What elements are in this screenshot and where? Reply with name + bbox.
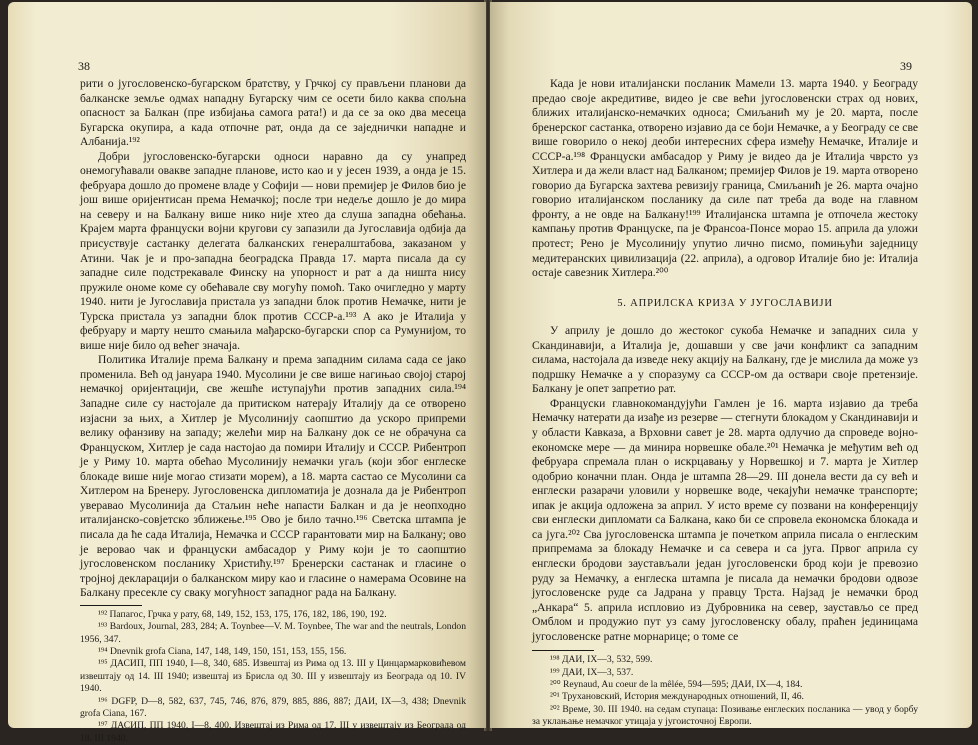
paragraph: Добри југословенско-бугарски односи наравно да су унапред онемогућавали овакве западне планове, исто као и у јесен 1939, а онда је 15. фебруара дошло до промене владе у Софији — нови премијер је Филов био је још више оријентисан према Немачкој; после три недеље дошло је до мира на северу и на Балкану више нико није хтео да слуша западна обећања. Крајем марта француски војни кругови су запазили да Југославија одбија да присуствује састанку делегата балканских генералштабова, заказаном у Атини. Чак је и про-западна београдска Правда 17. марта писала да су западне силе подстрекавале Финску на упорност и рат а да ништа нису пружиле ономе коме су обећавале сву могућу помоћ. Тако очигледно у марту 1940. нити је Југославија пристала уз западни блок против Немачке, нити је Турска пристала уз западни блок против СССР-а.¹⁹³ А ако је Италија у фебруару и марту нешто смањила мађарско-бугарски спор са Румунијом, то више није било од већег значаја. — [80, 149, 466, 352]
page-body — [80, 77, 466, 745]
paragraph: У априлу је дошло до жестоког сукоба Немачке и западних сила у Скандинавији, а Италија је, дошавши у све јачи конфликт са западним силама, настојала да изведе неку акцију на Балкану, где је мислила да може уз подршку Немачке а у споразуму са СССР-ом да оствари своје претензије. Балкану је опет запретио рат. — [532, 324, 918, 396]
right-page — [490, 2, 972, 728]
footnote-rule — [80, 605, 142, 606]
footnotes — [532, 654, 918, 728]
footnote: ²⁰¹ Трухановский, История международных отношений, II, 46. — [550, 691, 804, 703]
paragraph: рити о југословенско-бугарском братству, у Грчкој су прављени планови да балканске земље одмах нападну Бугарску чим се осети било каква спољна опасност за Балкан (пре избијања самога рата!) и да се за око два месеца Бугарска окупира, а када отпочне рат, онда да се заједнички нападне и Албанија.¹⁹² — [80, 77, 466, 149]
left-page — [8, 2, 486, 744]
paragraph: Француски главнокомандујући Гамлен је 16. марта изјавио да треба Немачку натерати да изађе из резерве — стегнути блокадом у Скандинавији и у области Кавказа, а Врховни савет је 28. марта одлучио да спроведе војно-економске мере — да минира норвешке обале.²⁰¹ Немачка је међутим већ од фебруара спремала план о искрцавању у Норвешкој и 7. марта је Хитлер одобрио коначни план. Онда је штампа 28—29. III донела вести да су већ и енглески разарачи уловили у норвешке воде, чекајући немачке транспорте; ипак је акција одложена за април. У исто време су позвани на конференцију сви енглески дипломати са Балкана, како би се спровела економска блокада и са југа.²⁰² Сва југословенска штампа је почетком априла писала о енглеским припремама за блокаду Немачке и са севера и са југа. Првог априла су енглески бродови заустављали један југословенски брод који је превозио руду за Немачку, а енглеска штампа је писала да немачки бродови одвозе југословенске руде са Јадрана у правцу Трста. Најзад је немачки брод „Анкара“ 5. априла испловио из Дубровника на север, заустављо се пред Омблом и продужио пут уз саму југословенску обалу, праћен јединицама југословенске ратне морнарице; о томе се — [532, 396, 918, 643]
page-body — [532, 77, 918, 729]
footnotes — [80, 609, 466, 745]
paragraph: Политика Италије према Балкану и према западним силама сада се јако променила. Већ од јануара 1940. Мусолини је све више нагињао својој старој немачкој оријентацији, све жешће иступајући против западних сила.¹⁹⁴ Западне силе су настојале да притиском натерају Италију да се отворено изјасни за њих, а Хитлер је Мусолинију саопштио да ускоро припреми велику офанзиву на западу; желећи мир на Балкану док се не обрачуна са Француском, Хитлер је сада настојао да помири Италију и СССР. Рибентроп је у Риму 10. марта обећао Мусолинију немачки угаљ (који због енглеске блокаде више није могао стизати морем), а 18. марта састао се Мусолини са Хитлером на Бренеру. Југословенска дипломатија је дознала да је Рибентроп уверавао Мусолинија да Стаљин неће напасти Балкан и да је неопходно италијанско-совјетско зближење.¹⁹⁵ Ово је било тачно.¹⁹⁶ Светска штампа је писала да ће сада Италија, Немачка и СССР гарантовати мир на Балкану; ово је веровао чак и француски амбасадор у Риму који је то саопштио југословенском посланику Христићу.¹⁹⁷ Бренерски састанак и гласине о тројној декларацији о балканском миру као и гласине о намерама Осовине на Балкану пресекле су сваку могућност западног рада на Балкану. — [80, 353, 466, 600]
paragraph: Када је нови италијански посланик Мамели 13. марта 1940. у Београду предао своје акредитиве, видео је све већи југословенски страх од нових, ближих италијанско-немачких односа; Смиљанић му је 20. марта, после бренерског састанка, отворено изјавио да се боји Немачке, а у Београду се све више говорило о некој деоби интересних сфера између Немачке, Италије и СССР-а.¹⁹⁸ Француски амбасадор у Риму је видео да је Италија чврсто уз Хитлера и да жели власт над Балканом; премијер Филов је 19. марта отворено говорио да Бугарска захтева ревизију граница, Смиљанић је 26. марта очајно говорио италијанском посланику да силе пат треба да воде на главном фронту, а не овде на Балкану!¹⁹⁹ Италијанска штампа је отпочела жестоку кампању против Француске, па је Франсоа-Понсе морао 15. априла да уложи протест; Рено је Мусолинију упутио лично писмо, помињући заједницу медитеранских цивилизација (22. априла), а одговор Италије био је: Италија остаје савезник Хитлера.²⁰⁰ — [532, 77, 918, 280]
footnote: ¹⁹² Папагос, Грчка у рату, 68, 149, 152, 153, 175, 176, 182, 186, 190, 192. — [98, 608, 387, 620]
section-title: 5. АПРИЛСКА КРИЗА У ЈУГОСЛАВИЈИ — [617, 297, 833, 309]
footnote: ²⁰² Време, 30. III 1940. на седам ступаца: Позивање енглеских посланика — увод у борбу за уклањање немачког утицаја у југоисточној Европи. — [532, 703, 918, 728]
page-number: 38 — [78, 59, 90, 73]
footnote: ¹⁹⁶ DGFP, D—8, 582, 637, 745, 746, 876, 879, 885, 886, 887; ДАИ, IX—3, 438; Dnevnik grofa Ciana, 167. — [80, 695, 466, 719]
page-number: 39 — [900, 59, 912, 73]
footnote: ¹⁹⁵ ДАСИП, ПП 1940, I—8, 340, 685. Извештај из Рима од 13. III у Цинцармарковићевом извештају од 14. III 1940; извештај из Брисла од 30. III у извештају из Београда од 10. IV 1940. — [80, 658, 466, 695]
footnote: ¹⁹⁹ ДАИ, IX—3, 537. — [550, 666, 634, 678]
footnote: ²⁰⁰ Reynaud, Au coeur de la mêlée, 594—595; ДАИ, IX—4, 184. — [550, 679, 803, 691]
footnote: ¹⁹³ Bardoux, Journal, 283, 284; A. Toynbee—V. M. Toynbee, The war and the neutrals, London 1956, 347. — [80, 621, 466, 645]
footnote: ¹⁹⁴ Dnevnik grofa Ciana, 147, 148, 149, 150, 151, 153, 155, 156. — [98, 645, 347, 657]
footnote-rule — [532, 650, 594, 651]
footnote: ¹⁹⁷ ДАСИП, ПП 1940, I—8, 400. Извештај из Рима од 17. III у извештају из Београда од 18. III 1940. — [80, 720, 466, 744]
footnote: ¹⁹⁸ ДАИ, IX—3, 532, 599. — [550, 654, 653, 666]
